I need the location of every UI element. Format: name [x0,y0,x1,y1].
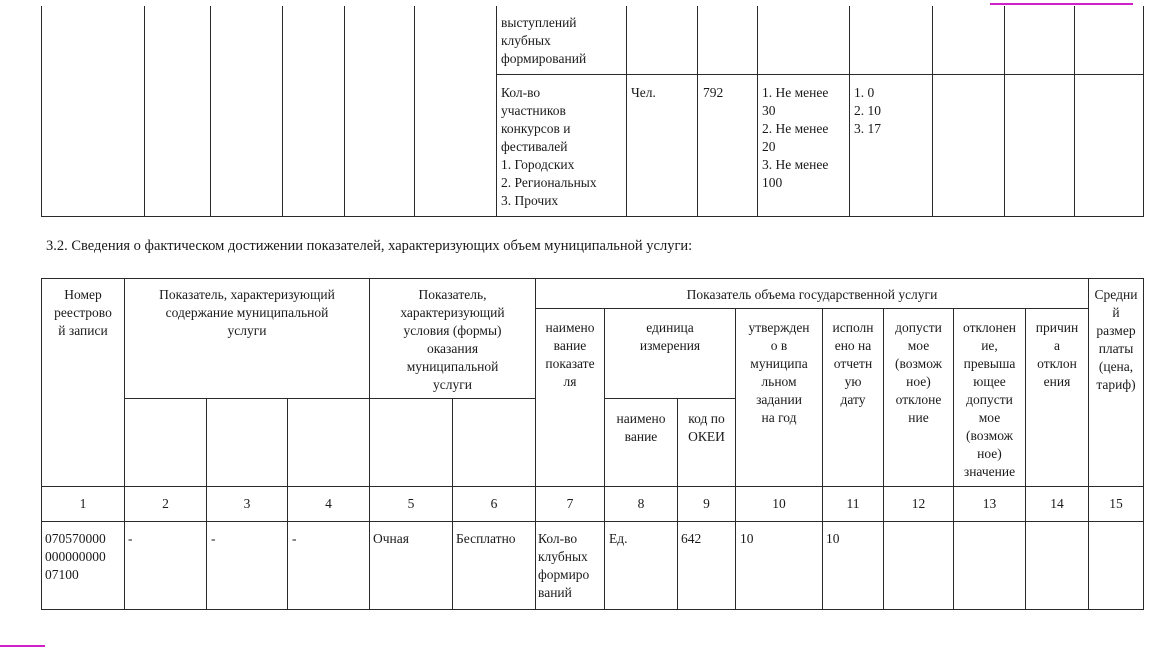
col-num-5: 5 [407,496,415,511]
col-num-14: 14 [1050,496,1064,511]
row-c11: 10 [826,531,840,546]
row-c2: - [128,531,133,546]
decorative-line-top [990,3,1133,5]
col-num-11: 11 [846,496,860,511]
row-c4: - [292,531,297,546]
row-c6: Бесплатно [456,531,516,546]
top-row2-okei: 792 [703,85,724,100]
section-title: 3.2. Сведения о фактическом достижении показателей, характеризующих объем муниципальной услуги: [46,238,693,254]
top-row2-actual: 1. 0 2. 10 3. 17 [854,85,881,136]
top-row2-indicator: Кол-во участников конкурсов и фестивалей 1. Городских 2. Региональных 3. Прочих [501,85,597,208]
col-num-1: 1 [79,496,87,511]
col-num-13: 13 [982,496,997,511]
col-num-15: 15 [1109,496,1123,511]
header-unit-name: наимено вание [616,411,666,444]
header-volume: Показатель объема государственной услуги [686,287,938,302]
col-num-12: 12 [911,496,926,511]
header-unit-code: код по ОКЕИ [688,411,725,444]
top-row2-approved: 1. Не менее 30 2. Не менее 20 3. Не менее 100 [762,85,829,190]
header-avg-price: Средни й размер платы (цена, тариф) [1094,287,1138,392]
header-approved: утвержден о в муниципа льном задании на год [748,320,810,425]
header-unit: единица измерения [639,320,701,353]
row-c10: 10 [740,531,754,546]
header-reason: причин а отклон ения [1035,320,1079,389]
header-reg-number: Номер реестрово й записи [54,287,112,338]
top-row2-unit: Чел. [631,85,656,100]
col-num-4: 4 [325,496,332,511]
row-c7: Кол-во клубных формиро ваний [538,531,590,600]
decorative-line-bottom [0,645,45,647]
row-reg-number: 070570000 000000000 07100 [45,531,106,582]
row-c8: Ед. [609,531,628,546]
col-num-7: 7 [566,496,574,511]
header-indicator-name: наимено вание показате ля [545,320,595,389]
col-num-9: 9 [703,496,710,511]
row-c9: 642 [681,531,702,546]
top-row1-indicator: выступлений клубных формирований [501,15,587,66]
col-num-10: 10 [772,496,786,511]
header-excess-deviation: отклонен ие, превыша ющее допусти мое (возмож ное) значение [963,320,1016,479]
col-num-8: 8 [637,496,645,511]
col-num-3: 3 [243,496,251,511]
col-num-2: 2 [162,496,169,511]
header-executed: исполн ено на отчетн ую дату [832,320,874,407]
header-conditions: Показатель, характеризующий условия (формы) оказания муниципальной услуги [400,287,505,392]
row-c5: Очная [373,531,409,546]
col-num-6: 6 [490,496,498,511]
header-allowed-deviation: допусти мое (возмож ное) отклоне ние [895,320,942,425]
header-content: Показатель, характеризующий содержание муниципальной услуги [159,287,335,338]
row-c3: - [211,531,216,546]
